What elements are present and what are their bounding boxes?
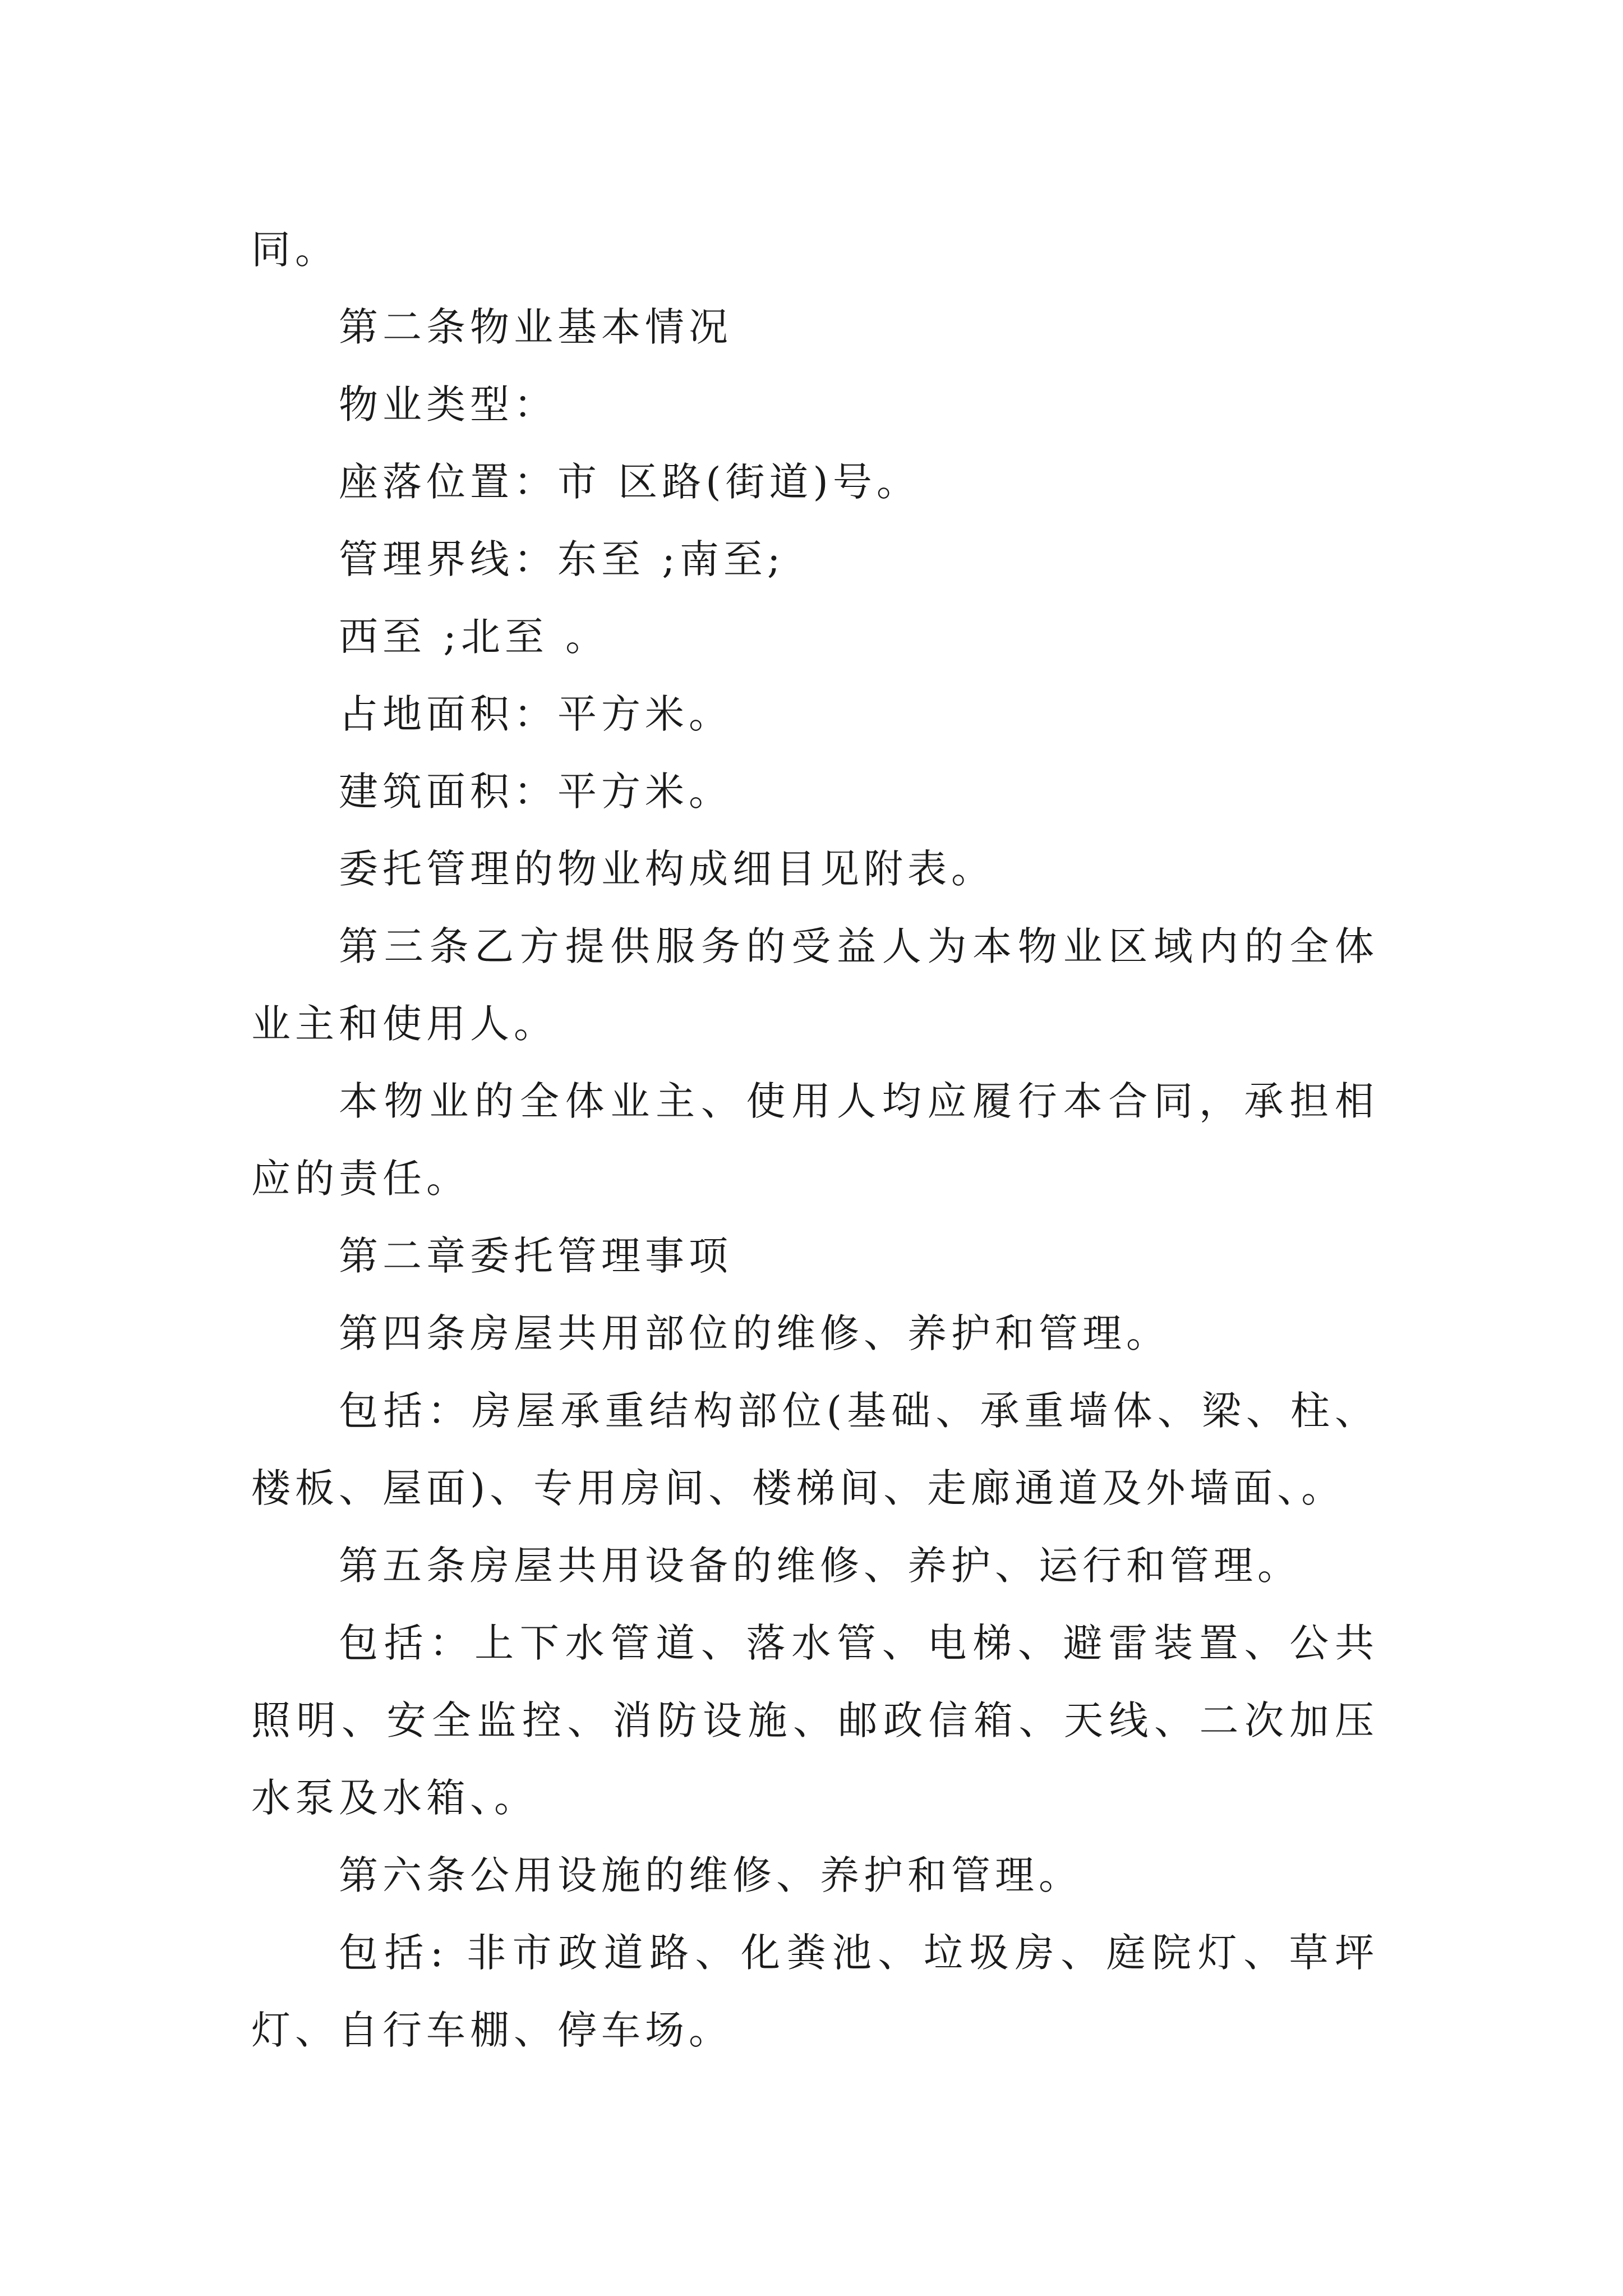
document-body [251, 211, 1378, 2069]
paragraph: 委托管理的物业构成细目见附表。 [339, 846, 995, 892]
paragraph: 座落位置：市 区路(街道)号。 [339, 459, 920, 505]
article-paragraph: 第三条乙方提供服务的受益人为本物业区域内的全体业主和使用人。 [251, 923, 1378, 1047]
paragraph: 包括：上下水管道、落水管、电梯、避雷装置、公共照明、安全监控、消防设施、邮政信箱、天线、二次加压水泵及水箱、。 [251, 1620, 1378, 1821]
paragraph: 本物业的全体业主、使用人均应履行本合同，承担相应的责任。 [251, 1078, 1378, 1202]
paragraph: 西至 ;北至 。 [339, 614, 610, 660]
paragraph: 物业类型： [339, 381, 557, 427]
paragraph: 包括: 非市政道路、化粪池、垃圾房、庭院灯、草坪灯、自行车棚、停车场。 [251, 1930, 1378, 2053]
paragraph: 占地面积：平方米。 [339, 691, 732, 737]
paragraph: 包括：房屋承重结构部位(基础、承重墙体、梁、柱、楼板、屋面)、专用房间、楼梯间、走廊通道及外墙面、。 [251, 1388, 1378, 1511]
paragraph: 管理界线：东至 ;南至; [339, 536, 785, 582]
article-heading: 第四条房屋共用部位的维修、养护和管理。 [339, 1310, 1170, 1356]
paragraph: 建筑面积：平方米。 [339, 769, 732, 815]
article-heading: 第五条房屋共用设备的维修、养护、运行和管理。 [339, 1543, 1301, 1589]
article-heading: 第六条公用设施的维修、养护和管理。 [339, 1852, 1082, 1898]
paragraph: 同。 [251, 227, 339, 273]
article-heading: 第二条物业基本情况 [339, 304, 732, 350]
chapter-heading: 第二章委托管理事项 [339, 1233, 732, 1279]
